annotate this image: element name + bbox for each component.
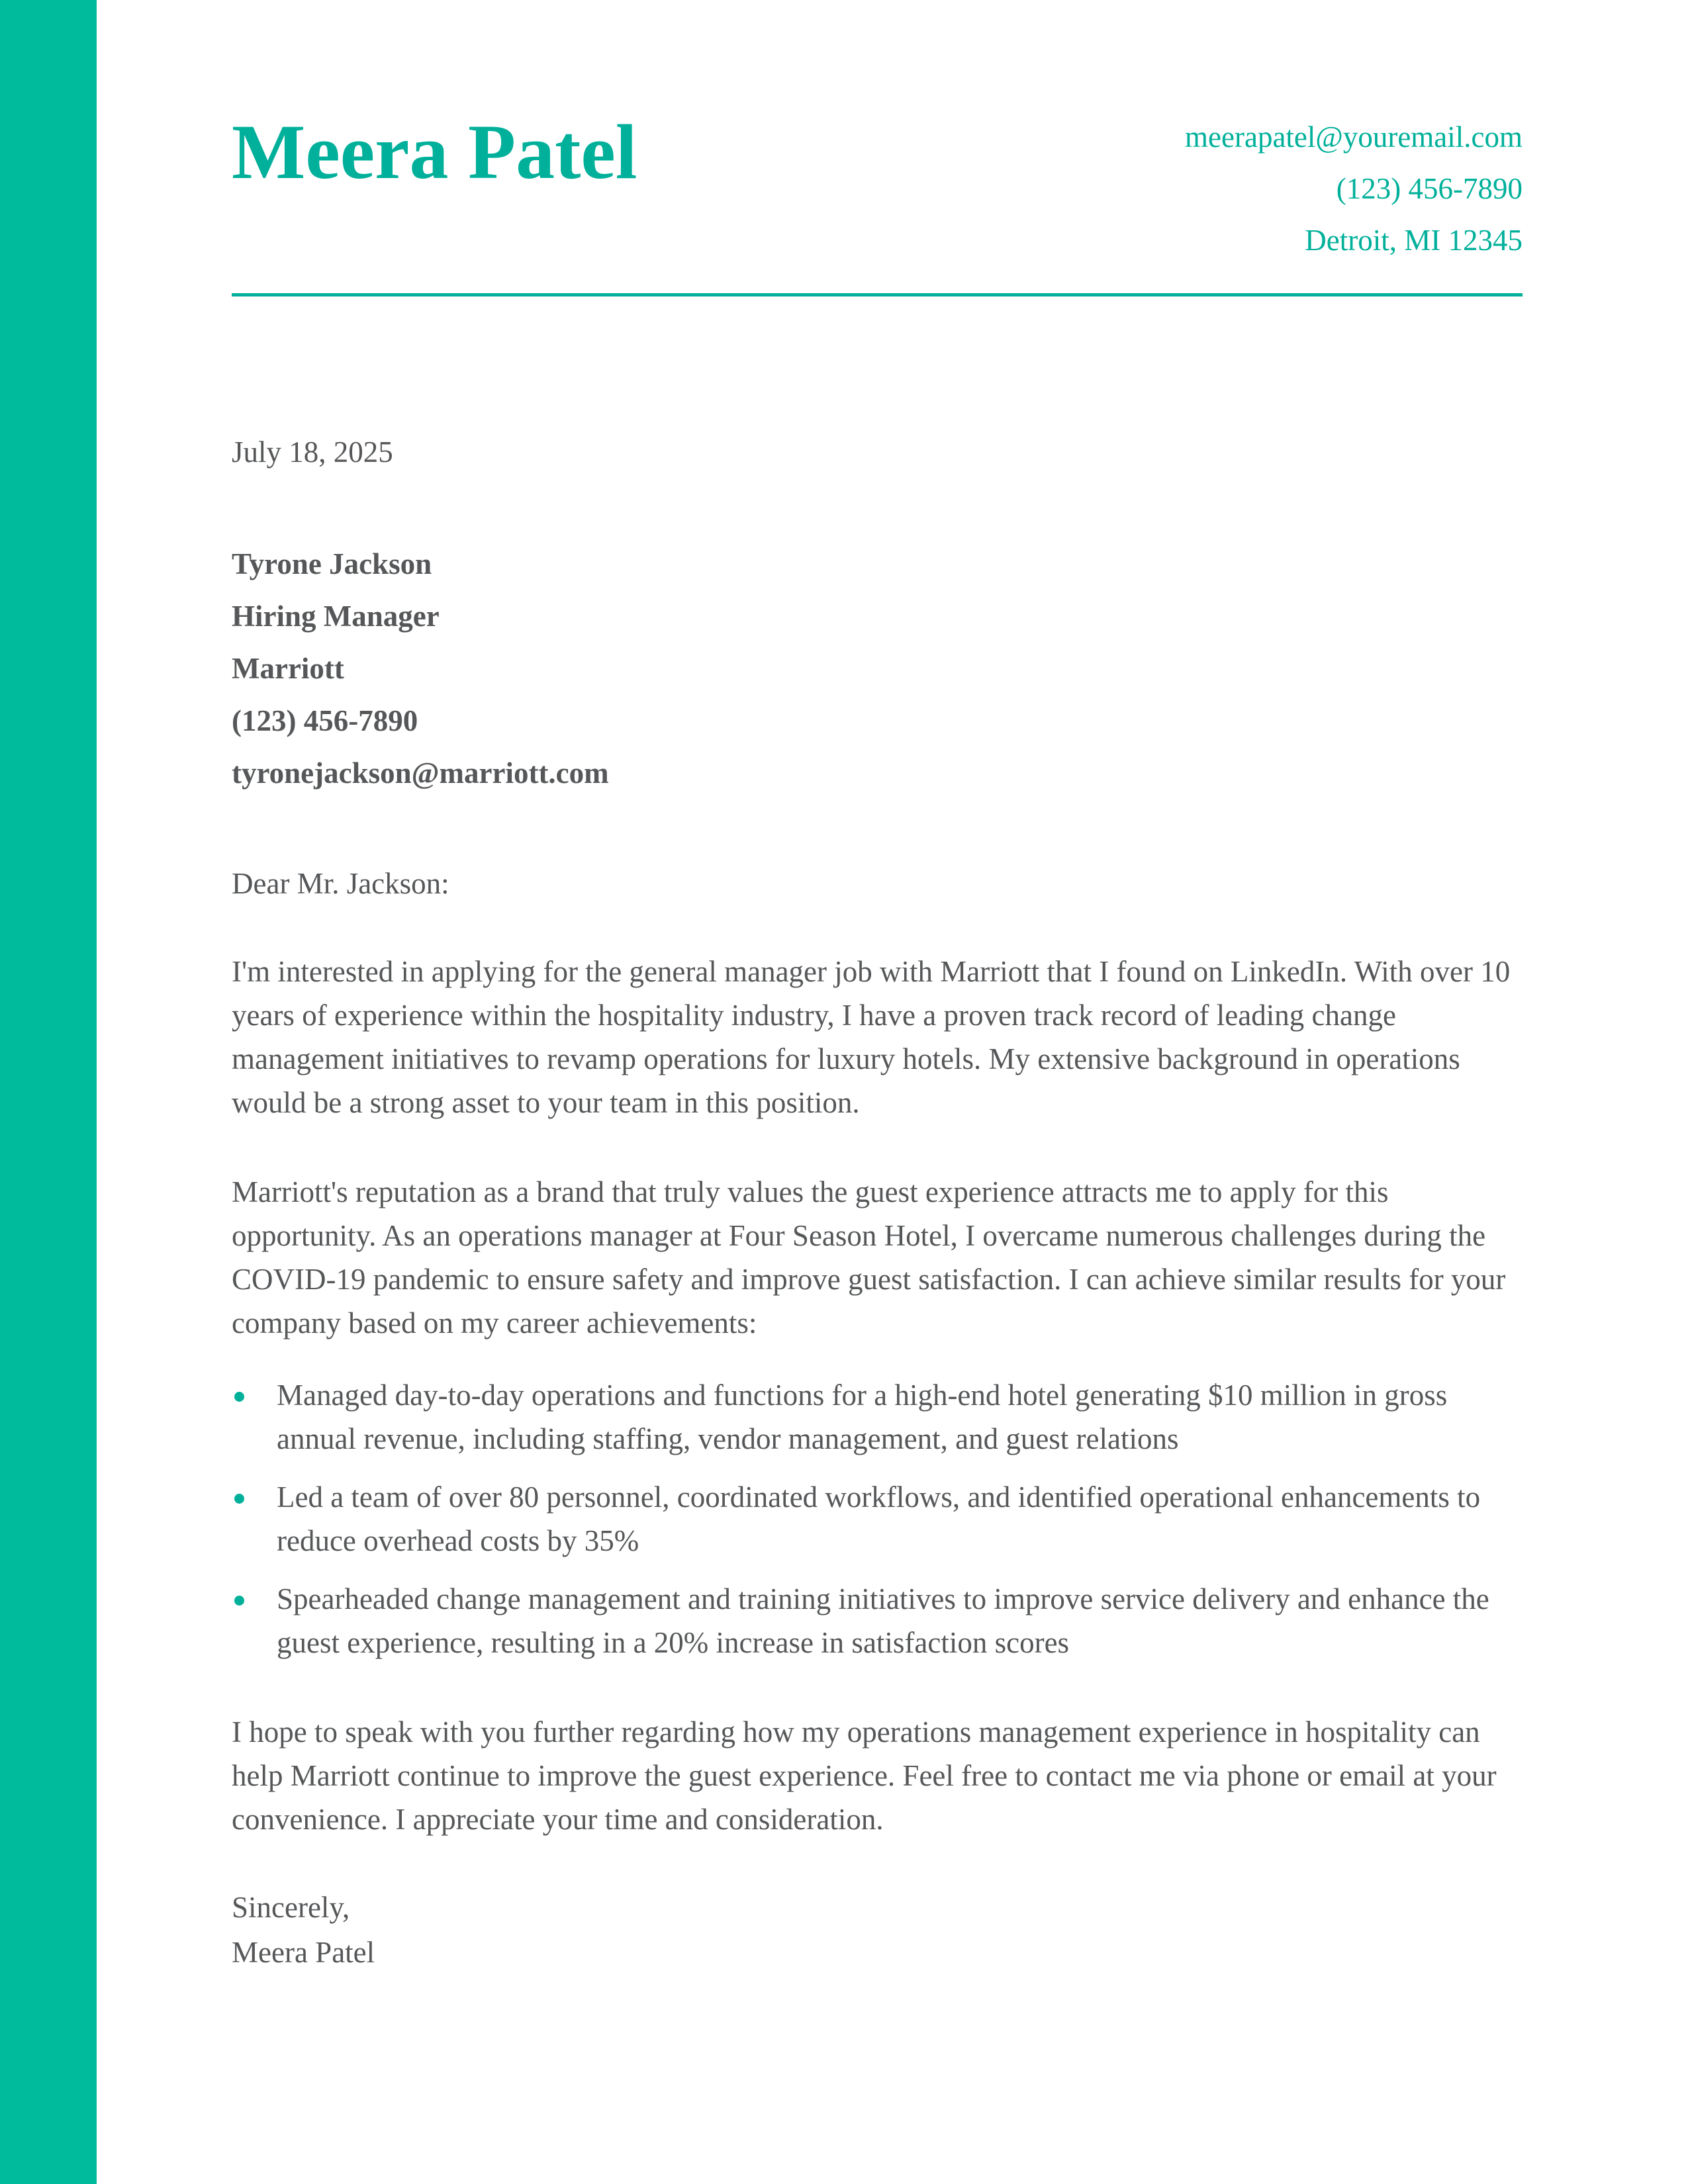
achievements-list (232, 1373, 1523, 1679)
bullet-dot-icon (234, 1494, 244, 1504)
list-item (232, 1577, 1523, 1664)
list-item (232, 1475, 1523, 1563)
recipient-title: Hiring Manager (232, 600, 440, 633)
achievement-text: Spearheaded change management and training initiatives to improve service delivery and enhance the guest experience, resulting in a 20% increase in satisfaction scores (277, 1582, 1489, 1659)
list-item (232, 1373, 1523, 1461)
letter-header (232, 0, 1523, 298)
recipient-name: Tyrone Jackson (232, 547, 432, 580)
recipient-email: tyronejackson@marriott.com (232, 756, 609, 790)
sender-contact-block (1185, 111, 1523, 266)
recipient-block (232, 538, 609, 799)
signature-name: Meera Patel (232, 1936, 375, 1969)
cover-letter-page (232, 0, 1523, 2184)
closing-paragraph: I hope to speak with you further regarding how my operations management experience in hospitality can help Marriott continue to improve the guest experience. Feel free to contact me via phone or email at your convenience. I appreciate your time and consideration. (232, 1715, 1497, 1836)
bullet-dot-icon (234, 1596, 244, 1606)
header-divider (232, 293, 1523, 296)
sender-name: Meera Patel (232, 109, 637, 195)
letter-date: July 18, 2025 (232, 435, 393, 469)
valediction: Sincerely, (232, 1891, 350, 1924)
achievement-text: Led a team of over 80 personnel, coordinated workflows, and identified operational enhancements to reduce overhead costs by 35% (277, 1480, 1481, 1557)
sender-email: meerapatel@youremail.com (1185, 120, 1523, 154)
salutation: Dear Mr. Jackson: (232, 867, 449, 900)
recipient-phone: (123) 456-7890 (232, 704, 418, 737)
reputation-paragraph: Marriott's reputation as a brand that truly values the guest experience attracts me to apply for this opportunity. As an operations manager at Four Season Hotel, I overcame numerous challenges during the COVID-19 pandemic to ensure safety and improve guest satisfaction. I can achieve similar results for your company based on my career achievements: (232, 1175, 1506, 1340)
recipient-company: Marriott (232, 652, 344, 685)
achievement-text: Managed day-to-day operations and functions for a high-end hotel generating $10 million in gross annual revenue, including staffing, vendor management, and guest relations (277, 1379, 1448, 1455)
intro-paragraph: I'm interested in applying for the general manager job with Marriott that I found on LinkedIn. With over 10 years of experience within the hospitality industry, I have a proven track record of leading change management initiatives to revamp operations for luxury hotels. My extensive background in operations would be a strong asset to your team in this position. (232, 955, 1511, 1119)
bullet-dot-icon (234, 1392, 244, 1402)
sender-location: Detroit, MI 12345 (1305, 224, 1523, 257)
sender-phone: (123) 456-7890 (1336, 172, 1523, 205)
sign-off (232, 1885, 375, 1975)
accent-sidebar-bar (0, 0, 97, 2184)
